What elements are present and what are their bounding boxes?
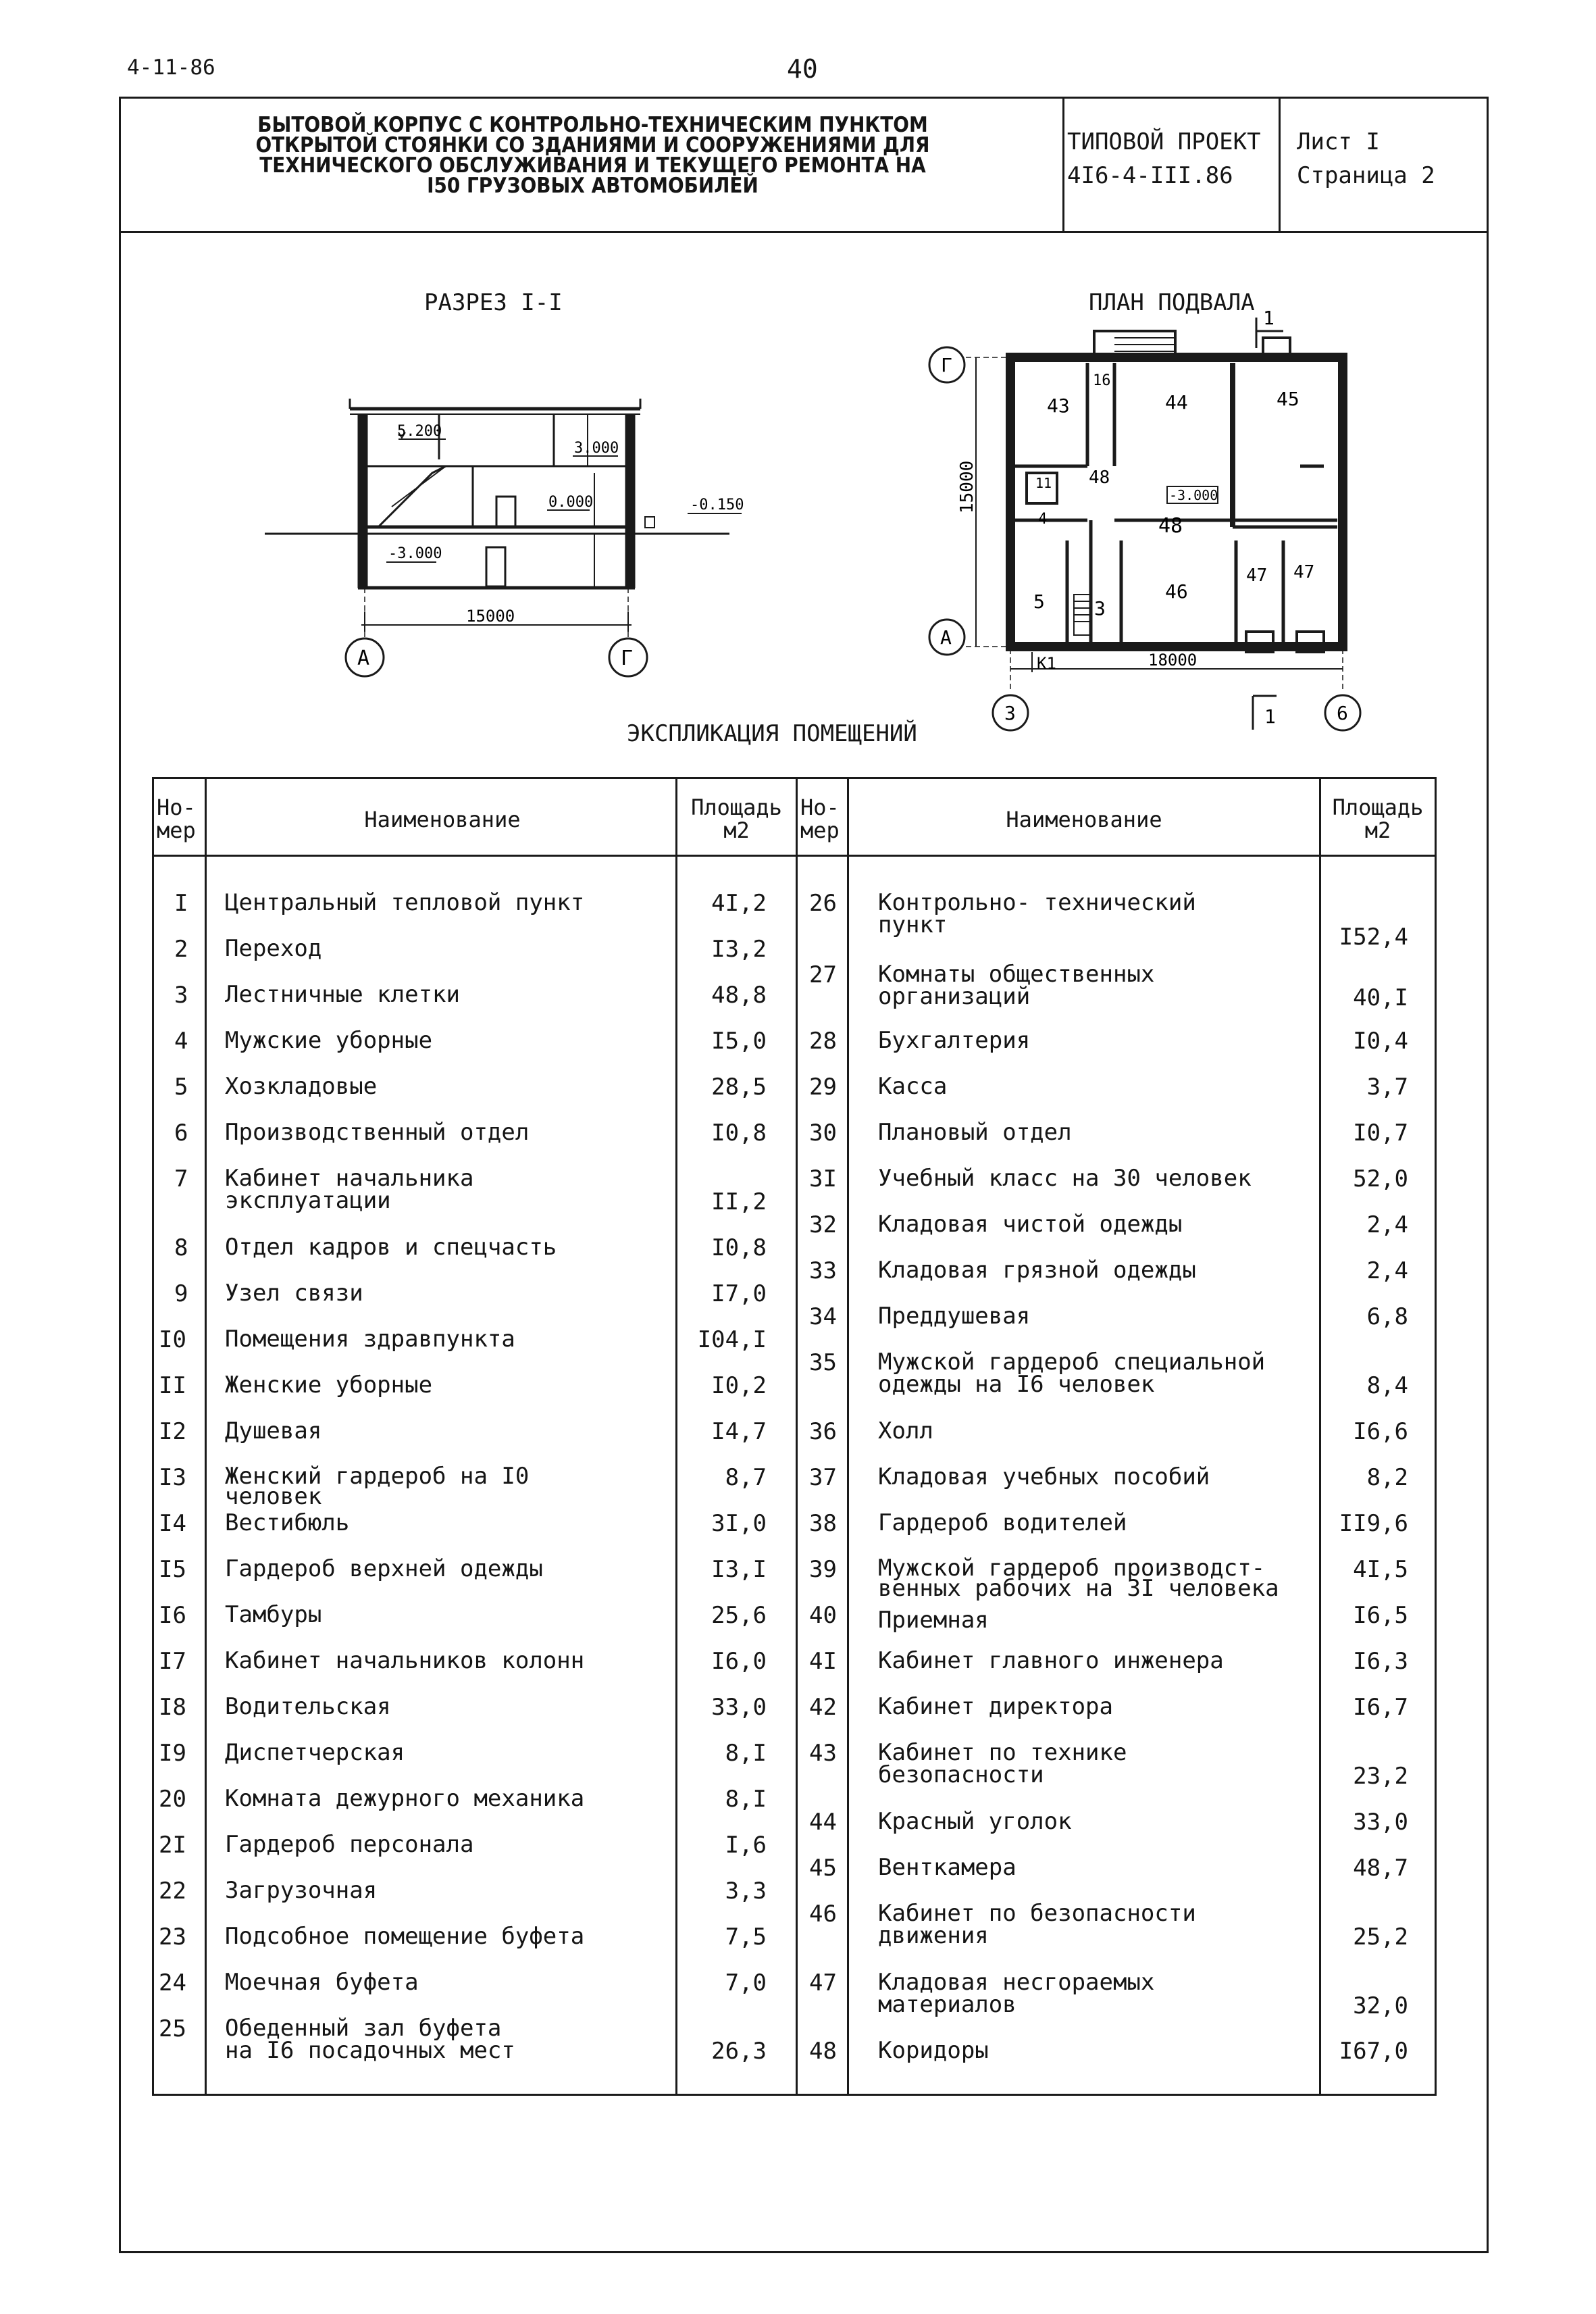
room-name: Диспетчерская (225, 1739, 405, 1766)
level-label: 3.000 (574, 440, 619, 457)
room-area: 3I,0 (711, 1510, 767, 1537)
plan-cut-mark: 1 (1263, 307, 1275, 329)
plan-room-number: 11 (1035, 475, 1052, 491)
room-area: 25,2 (1353, 1923, 1408, 1951)
room-name: Мужской гардероб специальной одежды на I6 человек (878, 1349, 1266, 1398)
room-name: Преддушевая (878, 1303, 1031, 1330)
room-area: 48,7 (1353, 1855, 1408, 1882)
room-area: I3,2 (711, 936, 767, 963)
room-area: I3,I (711, 1556, 767, 1583)
room-number: I6 (159, 1602, 186, 1629)
room-number: 44 (809, 1809, 837, 1836)
room-name: Плановый отдел (878, 1119, 1072, 1146)
room-name: Обеденный зал буфета на I6 посадочных мест (225, 2015, 515, 2064)
room-area: I0,2 (711, 1372, 767, 1399)
room-name: Кладовая учебных пособий (878, 1463, 1210, 1490)
room-name: Холл (878, 1417, 933, 1444)
room-name: Лестничные клетки (225, 981, 460, 1008)
plan-k1-label: К1 (1037, 654, 1056, 673)
room-number: 33 (809, 1257, 837, 1284)
room-name: Гардероб верхней одежды (225, 1555, 543, 1582)
level-label: -0.150 (690, 497, 744, 513)
room-name: Помещения здравпункта (225, 1326, 515, 1353)
room-number: 22 (159, 1878, 186, 1905)
room-area: 8,7 (725, 1464, 767, 1491)
table-column-divider (796, 777, 798, 2096)
plan-room-number: 48 (1089, 468, 1110, 488)
room-area: 8,2 (1366, 1464, 1408, 1491)
header-name: Наименование (364, 807, 521, 832)
room-name: Комнаты общественных организаций (878, 961, 1155, 1010)
room-area: 8,I (725, 1786, 767, 1813)
room-number: 20 (159, 1786, 186, 1813)
room-number: 38 (809, 1510, 837, 1537)
room-name: Кладовая грязной одежды (878, 1257, 1196, 1284)
room-area: 2,4 (1366, 1257, 1408, 1284)
section-dimension: 15000 (466, 607, 515, 626)
room-area: 26,3 (711, 2038, 767, 2065)
room-name: Подсобное помещение буфета (225, 1923, 585, 1950)
project-title-line: БЫТОВОЙ КОРПУС С КОНТРОЛЬНО-ТЕХНИЧЕСКИМ ПУНКТОМ (257, 113, 928, 137)
room-name: Отдел кадров и спецчасть (225, 1234, 557, 1261)
room-number: 6 (174, 1120, 188, 1147)
axis-label: 6 (1337, 702, 1348, 724)
page-number: 40 (787, 54, 818, 84)
plan-room-number: 16 (1093, 372, 1111, 389)
plan-cut-mark: 1 (1264, 705, 1276, 728)
room-area: 40,I (1353, 984, 1408, 1011)
room-area: I,6 (725, 1832, 767, 1859)
room-area: I6,0 (711, 1648, 767, 1675)
room-number: 28 (809, 1028, 837, 1055)
room-name: Кладовая несгораемых материалов (878, 1969, 1155, 2018)
axis-label: А (357, 647, 370, 670)
room-number: I5 (159, 1556, 186, 1583)
document-code: 4-11-86 (127, 55, 215, 80)
room-name: Моечная буфета (225, 1969, 419, 1996)
table-column-divider (847, 777, 849, 2096)
room-number: I9 (159, 1740, 186, 1767)
table-column-divider (205, 777, 207, 2096)
header-number: Но- мер (157, 795, 196, 843)
room-area: I6,6 (1353, 1418, 1408, 1445)
room-number: 3I (809, 1165, 837, 1192)
room-name: Кладовая чистой одежды (878, 1211, 1183, 1238)
room-name: Переход (225, 935, 322, 962)
room-number: 45 (809, 1855, 837, 1882)
room-number: 4 (174, 1028, 188, 1055)
room-number: I2 (159, 1418, 186, 1445)
room-number: 9 (174, 1280, 188, 1307)
room-area: 4I,2 (711, 890, 767, 917)
room-area: I04,I (697, 1326, 767, 1353)
room-name: Загрузочная (225, 1877, 378, 1904)
project-title-line: I50 ГРУЗОВЫХ АВТОМОБИЛЕЙ (427, 174, 758, 198)
room-area: I0,4 (1353, 1028, 1408, 1055)
header-area: Площадь м2 (1332, 795, 1424, 843)
room-number: 47 (809, 1969, 837, 1996)
room-name: Кабинет директора (878, 1693, 1113, 1720)
project-title-line: ОТКРЫТОЙ СТОЯНКИ СО ЗДАНИЯМИ И СООРУЖЕНИЯМИ ДЛЯ (255, 133, 930, 157)
sheet-page: Страница 2 (1297, 162, 1435, 189)
section-title: РАЗРЕЗ I-I (424, 289, 563, 316)
room-area: 48,8 (711, 982, 767, 1009)
room-area: 4I,5 (1353, 1556, 1408, 1583)
room-number: 5 (174, 1074, 188, 1101)
sheet-number: Лист I (1297, 128, 1380, 155)
room-name: Гардероб водителей (878, 1509, 1127, 1536)
plan-room-number: 47 (1293, 562, 1315, 582)
room-area: I6,7 (1353, 1694, 1408, 1721)
room-area: 6,8 (1366, 1303, 1408, 1330)
plan-room-number: 43 (1047, 395, 1070, 417)
room-name: Узел связи (225, 1280, 363, 1307)
room-number: 2 (174, 936, 188, 963)
plan-title: ПЛАН ПОДВАЛА (1089, 289, 1255, 316)
room-area: 52,0 (1353, 1165, 1408, 1192)
room-number: 27 (809, 961, 837, 988)
level-label: 5.200 (397, 423, 442, 440)
room-area: 28,5 (711, 1074, 767, 1101)
plan-room-number: 47 (1246, 565, 1268, 586)
header-number: Но- мер (800, 795, 840, 843)
room-area: I0,7 (1353, 1120, 1408, 1147)
room-area: 8,I (725, 1740, 767, 1767)
table-column-divider (675, 777, 677, 2096)
room-number: 36 (809, 1418, 837, 1445)
room-area: 7,5 (725, 1923, 767, 1951)
room-area: I0,8 (711, 1120, 767, 1147)
table-header-rule (152, 855, 1437, 857)
room-area: 2,4 (1366, 1211, 1408, 1238)
room-number: 8 (174, 1234, 188, 1261)
room-number: I (174, 890, 188, 917)
room-number: 4I (809, 1648, 837, 1675)
plan-level: -3.000 (1169, 487, 1218, 503)
room-name: Приемная (878, 1607, 989, 1634)
room-name: Венткамера (878, 1854, 1016, 1881)
room-name: Комната дежурного механика (225, 1785, 585, 1812)
level-label: 0.000 (548, 494, 594, 511)
room-name: Душевая (225, 1417, 322, 1444)
room-area: I6,5 (1353, 1602, 1408, 1629)
room-area: I5,0 (711, 1028, 767, 1055)
room-name: Кабинет по технике безопасности (878, 1739, 1127, 1788)
room-number: 34 (809, 1303, 837, 1330)
header-name: Наименование (1006, 807, 1162, 832)
room-number: 32 (809, 1211, 837, 1238)
room-area: I0,8 (711, 1234, 767, 1261)
plan-room-number: 4 (1038, 511, 1048, 528)
basement-plan-drawing (0, 0, 1596, 743)
room-number: 35 (809, 1349, 837, 1376)
room-number: 23 (159, 1923, 186, 1951)
room-number: 29 (809, 1074, 837, 1101)
room-number: 2I (159, 1832, 186, 1859)
room-number: I7 (159, 1648, 186, 1675)
room-name: Тамбуры (225, 1601, 322, 1628)
plan-width: 18000 (1148, 651, 1198, 670)
room-area: 7,0 (725, 1969, 767, 1996)
room-name: Кабинет по безопасности движения (878, 1900, 1196, 1949)
plan-room-number: 44 (1165, 391, 1188, 413)
room-number: 43 (809, 1740, 837, 1767)
room-number: I3 (159, 1464, 186, 1491)
plan-room-number: 5 (1033, 590, 1045, 613)
plan-room-number: 3 (1094, 597, 1106, 620)
plan-depth: 15000 (957, 460, 977, 513)
table-column-divider (1319, 777, 1321, 2096)
room-name: Кабинет начальника эксплуатации (225, 1165, 474, 1214)
plan-room-number: 45 (1277, 388, 1299, 410)
project-code: 4I6-4-III.86 (1067, 162, 1233, 189)
room-name: Вестибюль (225, 1509, 350, 1536)
room-name: Коридоры (878, 2037, 989, 2064)
room-area: 33,0 (711, 1694, 767, 1721)
room-name: Хозкладовые (225, 1073, 378, 1100)
room-name: Гардероб персонала (225, 1831, 474, 1858)
room-area: 33,0 (1353, 1809, 1408, 1836)
room-area: I7,0 (711, 1280, 767, 1307)
room-area: 25,6 (711, 1602, 767, 1629)
room-name: Мужской гардероб производст-венных рабочих на 3I человека (878, 1555, 1279, 1602)
room-area: I4,7 (711, 1418, 767, 1445)
room-number: 24 (159, 1969, 186, 1996)
room-name: Касса (878, 1073, 948, 1100)
room-name: Кабинет начальников колонн (225, 1647, 585, 1674)
room-name: Женский гардероб на I0 человек (225, 1463, 530, 1510)
room-number: 3 (174, 982, 188, 1009)
level-label: -3.000 (388, 545, 442, 562)
room-area: I67,0 (1339, 2038, 1408, 2065)
room-number: 25 (159, 2015, 186, 2042)
room-area: II,2 (711, 1188, 767, 1215)
room-area: 8,4 (1366, 1372, 1408, 1399)
room-name: Контрольно- технический пункт (878, 889, 1196, 938)
room-number: 40 (809, 1602, 837, 1629)
axis-label: Г (621, 647, 634, 670)
room-name: Центральный тепловой пункт (225, 889, 585, 916)
plan-room-number: 46 (1165, 580, 1188, 603)
room-name: Мужские уборные (225, 1027, 433, 1054)
room-name: Женские уборные (225, 1372, 433, 1399)
room-number: I4 (159, 1510, 186, 1537)
room-number: 37 (809, 1464, 837, 1491)
project-label: ТИПОВОЙ ПРОЕКТ (1067, 128, 1261, 155)
room-number: 46 (809, 1901, 837, 1928)
room-area: 23,2 (1353, 1763, 1408, 1790)
axis-label: Г (941, 354, 952, 376)
room-name: Красный уголок (878, 1808, 1072, 1835)
room-name: Кабинет главного инженера (878, 1647, 1224, 1674)
room-number: I8 (159, 1694, 186, 1721)
room-area: 3,3 (725, 1878, 767, 1905)
room-area: II9,6 (1339, 1510, 1408, 1537)
header-area: Площадь м2 (691, 795, 782, 843)
room-number: I0 (159, 1326, 186, 1353)
room-number: 39 (809, 1556, 837, 1583)
project-title-line: ТЕХНИЧЕСКОГО ОБСЛУЖИВАНИЯ И ТЕКУЩЕГО РЕМОНТА НА (259, 153, 926, 178)
room-number: 7 (174, 1165, 188, 1192)
explication-title: ЭКСПЛИКАЦИЯ ПОМЕЩЕНИЙ (627, 720, 917, 747)
room-number: 42 (809, 1694, 837, 1721)
room-name: Бухгалтерия (878, 1027, 1031, 1054)
room-name: Производственный отдел (225, 1119, 530, 1146)
room-area: 3,7 (1366, 1074, 1408, 1101)
room-area: I6,3 (1353, 1648, 1408, 1675)
axis-label: А (940, 626, 952, 649)
axis-label: 3 (1004, 702, 1016, 724)
plan-room-number: 48 (1158, 514, 1183, 538)
room-number: 26 (809, 890, 837, 917)
room-number: 48 (809, 2038, 837, 2065)
room-name: Учебный класс на 30 человек (878, 1165, 1252, 1192)
room-number: II (159, 1372, 186, 1399)
room-area: 32,0 (1353, 1992, 1408, 2019)
room-name: Водительская (225, 1693, 391, 1720)
room-number: 30 (809, 1120, 837, 1147)
room-area: I52,4 (1339, 924, 1408, 951)
